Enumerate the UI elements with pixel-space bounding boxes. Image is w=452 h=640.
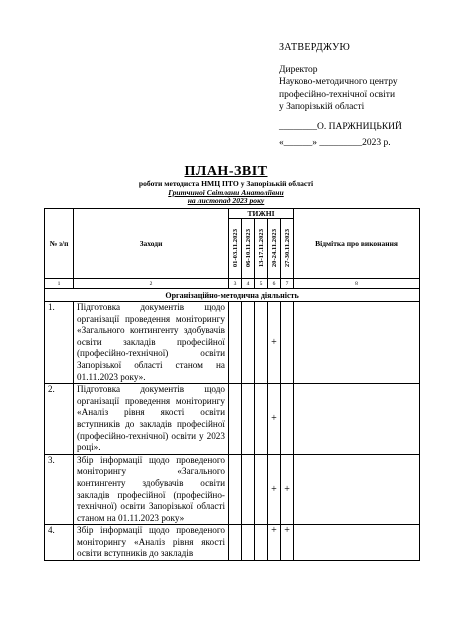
week-header: 01-03.11.2023 (229, 219, 242, 279)
header-num: № з/п (45, 209, 74, 279)
table-row (45, 302, 420, 384)
approval-line: у Запорізькій області (279, 101, 365, 112)
header-weeks: ТИЖНІ (229, 209, 294, 219)
approval-block (279, 42, 402, 149)
row-measure: Збір інформації щодо проведеного моніторингу «Загального контингенту здобувачів освіти закладів професійної (професійно-технічної) освіти Запорізької області станом на 01.11.2023 року» (74, 454, 229, 525)
week-header: 06-10.11.2023 (242, 219, 255, 279)
week-mark (229, 454, 242, 525)
week-mark: + (281, 454, 294, 525)
approval-signature: ________О. ПАРЖНИЦЬКИЙ (279, 122, 402, 133)
column-number: 6 (268, 279, 281, 289)
column-number: 1 (45, 279, 74, 289)
week-mark: + (268, 525, 281, 561)
week-mark (281, 384, 294, 455)
week-mark (229, 302, 242, 384)
header-measures: Заходи (74, 209, 229, 279)
document-header (0, 164, 452, 206)
section-heading: Організаційно-методична діяльність (45, 289, 420, 302)
plan-table (44, 208, 420, 561)
row-measure: Підготовка документів щодо організації проведення моніторингу «Аналіз рівня якості освіти вступників до закладів професійної (професійно-технічної) освіти у 2023 році». (74, 384, 229, 455)
table-row (45, 525, 420, 561)
approval-line: Директор (279, 65, 318, 76)
document-period: на листопад 2023 року (187, 196, 265, 206)
week-mark (229, 525, 242, 561)
row-number: 2. (45, 384, 74, 455)
approval-line: професійно-технічної освіти (279, 89, 396, 100)
completion-note (294, 525, 420, 561)
document-title: ПЛАН-ЗВІТ (184, 164, 268, 179)
week-header: 13-17.11.2023 (255, 219, 268, 279)
approval-line: Науково-методичного центру (279, 77, 398, 88)
completion-note (294, 302, 420, 384)
week-mark (229, 384, 242, 455)
week-mark (281, 302, 294, 384)
week-header: 27-30.11.2023 (281, 219, 294, 279)
week-mark: + (268, 384, 281, 455)
week-mark (255, 302, 268, 384)
week-mark (255, 454, 268, 525)
column-number: 5 (255, 279, 268, 289)
completion-note (294, 384, 420, 455)
column-number: 8 (294, 279, 420, 289)
row-number: 1. (45, 302, 74, 384)
table-row (45, 384, 420, 455)
approval-date: «______» _________2023 р. (279, 138, 391, 149)
table-row (45, 454, 420, 525)
week-mark (242, 302, 255, 384)
row-measure: Збір інформації щодо проведеного моніторингу «Аналіз рівня якості освіти вступників до закладів (74, 525, 229, 561)
document-subtitle: роботи методиста НМЦ ПТО у Запорізькій області (138, 179, 314, 188)
header-note: Відмітка про виконання (294, 209, 420, 279)
week-mark: + (268, 302, 281, 384)
week-mark: + (268, 454, 281, 525)
column-number: 2 (74, 279, 229, 289)
row-number: 3. (45, 454, 74, 525)
week-mark (242, 384, 255, 455)
methodist-name: Гритчиної Світлани Анатоліївни (168, 187, 284, 197)
completion-note (294, 454, 420, 525)
approval-title: ЗАТВЕРДЖУЮ (279, 42, 351, 53)
column-number: 4 (242, 279, 255, 289)
row-number: 4. (45, 525, 74, 561)
week-mark (255, 525, 268, 561)
column-numbers-row (45, 279, 420, 289)
week-mark (242, 525, 255, 561)
week-header: 20-24.11.2023 (268, 219, 281, 279)
week-mark (242, 454, 255, 525)
column-number: 7 (281, 279, 294, 289)
week-mark: + (281, 525, 294, 561)
week-mark (255, 384, 268, 455)
column-number: 3 (229, 279, 242, 289)
row-measure: Підготовка документів щодо організації проведення моніторингу «Загального контингенту здобувачів освіти закладів професійної (професійно-технічної) освіти Запорізької області станом на 01.11.2023 року». (74, 302, 229, 384)
